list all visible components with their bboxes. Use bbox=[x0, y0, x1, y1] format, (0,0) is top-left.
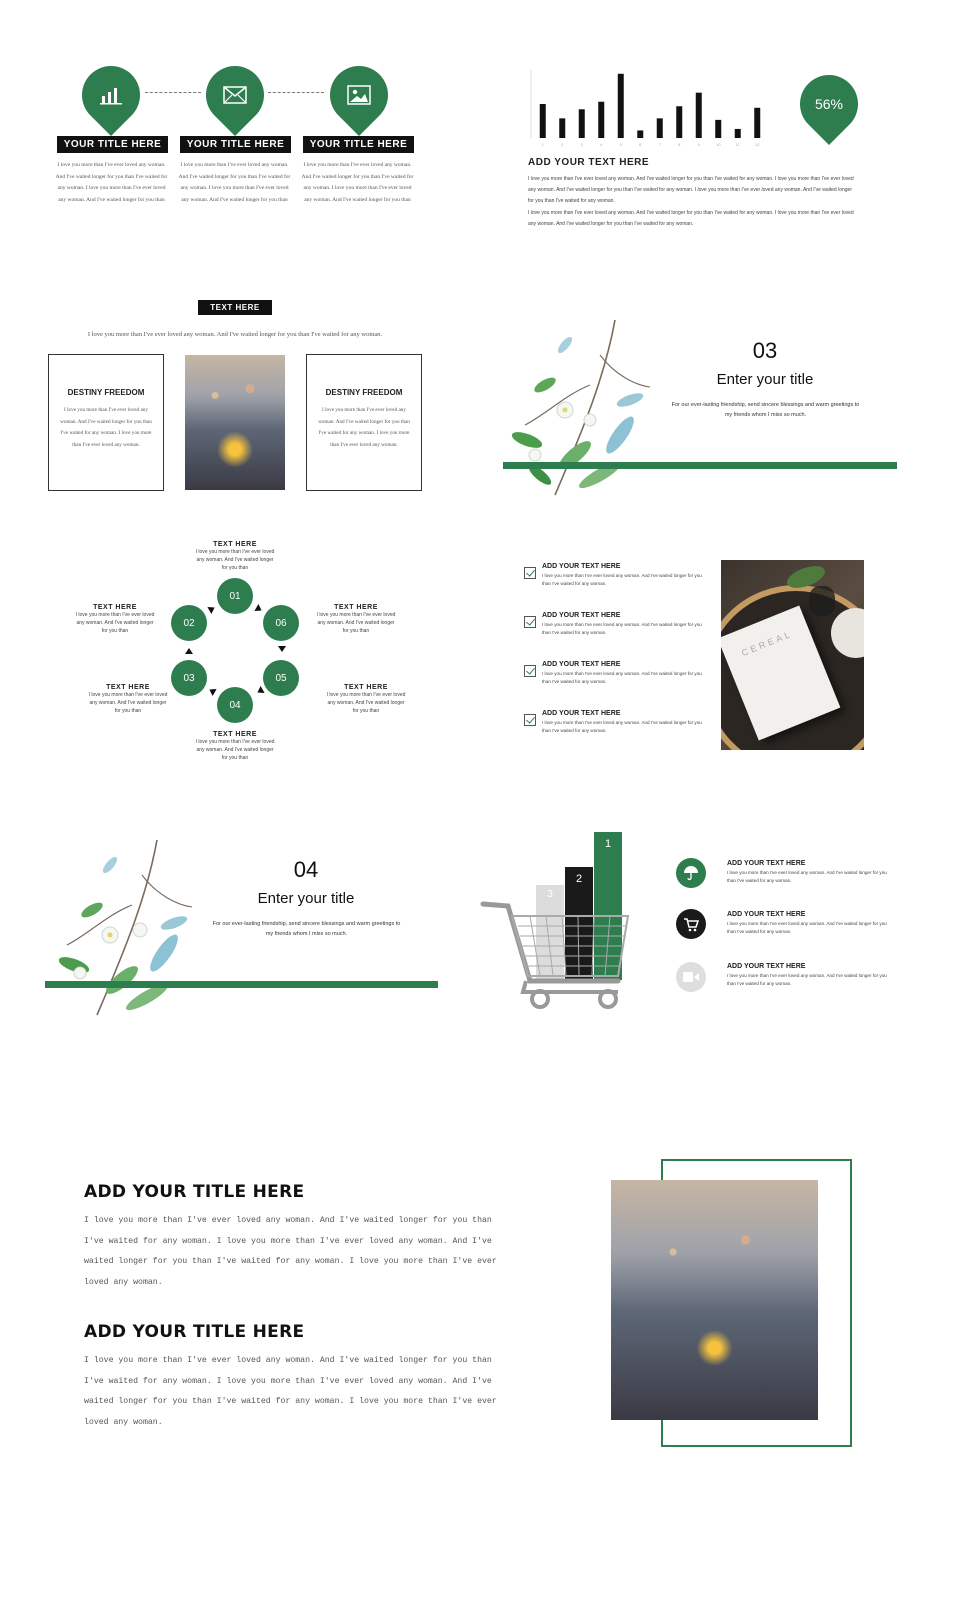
cart-item-3 bbox=[727, 963, 887, 988]
section-04-title: Enter your title bbox=[257, 890, 355, 907]
chart-bar-3 bbox=[579, 109, 585, 138]
checklist-item-2-title: ADD YOUR TEXT HERE bbox=[542, 612, 621, 619]
card-2-title: DESTINY FREEDOM bbox=[325, 388, 403, 397]
cycle-arrow-3 bbox=[255, 686, 264, 696]
chart-bar-6 bbox=[637, 130, 643, 138]
cycle-circle-05: 05 bbox=[263, 660, 299, 696]
checklist-item-3-text: I love you more than I've ever loved any woman. And I've waited longer for you than I've waited for any woman. bbox=[542, 671, 702, 684]
feature-title-2: ADD YOUR TITLE HERE bbox=[84, 1322, 305, 1342]
chart-bar-7 bbox=[657, 118, 663, 138]
chart-bar-9 bbox=[696, 93, 702, 138]
jar bbox=[809, 586, 835, 616]
cart-bar-2-label: 2 bbox=[575, 873, 583, 885]
chart-tick-label: 7 bbox=[658, 142, 661, 147]
check-icon bbox=[524, 665, 536, 677]
chart-bar-11 bbox=[735, 129, 741, 138]
cycle-label-left-top-text: I love you more than I've ever loved any woman. And I've waited longer for you than bbox=[75, 612, 155, 634]
chart-tick-label: 8 bbox=[678, 142, 681, 147]
card-1-text: I love you more than I've ever loved any woman. And I've waited longer for you than I've waited for any woman. I love you more than I've ever loved any woman. bbox=[60, 407, 152, 448]
chart-tick-label: 9 bbox=[697, 142, 700, 147]
cycle-label-top-title: TEXT HERE bbox=[213, 541, 257, 548]
video-icon bbox=[683, 971, 699, 983]
book-photo bbox=[721, 560, 864, 750]
chart-tick-label: 11 bbox=[735, 142, 740, 147]
cart-item-3-title: ADD YOUR TEXT HERE bbox=[727, 963, 806, 970]
step-3-pin bbox=[318, 54, 400, 136]
percent-pin bbox=[788, 63, 870, 145]
cycle-circle-06: 06 bbox=[263, 605, 299, 641]
checklist-item-2-text: I love you more than I've ever loved any woman. And I've waited longer for you than I've waited for any woman. bbox=[542, 622, 702, 635]
chart-bar-5 bbox=[618, 74, 624, 138]
card-2 bbox=[306, 354, 422, 491]
checklist-item-4-text: I love you more than I've ever loved any woman. And I've waited longer for you than I've waited for any woman. bbox=[542, 720, 702, 733]
section-04-text: For our ever-lasting friendship, send sincere blessings and warm greetings to my friends whom I miss so much. bbox=[212, 921, 401, 937]
cart-item-1-text: I love you more than I've ever loved any woman. And I've waited longer for you than I've waited for any woman. bbox=[727, 870, 887, 883]
mail-icon bbox=[223, 86, 247, 104]
cycle-label-top-text: I love you more than I've ever loved any woman. And I've waited longer for you than bbox=[195, 549, 275, 571]
check-icon bbox=[524, 714, 536, 726]
cycle-label-left-top bbox=[75, 604, 155, 635]
cart-item-1-title: ADD YOUR TEXT HERE bbox=[727, 860, 806, 867]
cart-icon-circle bbox=[676, 909, 706, 939]
cycle-label-bottom-text: I love you more than I've ever loved any woman. And I've waited longer for you than bbox=[195, 739, 275, 761]
cycle-circle-04: 04 bbox=[217, 687, 253, 723]
check-icon bbox=[524, 567, 536, 579]
checklist-item-1-title: ADD YOUR TEXT HERE bbox=[542, 563, 621, 570]
cycle-label-left-bottom bbox=[88, 684, 168, 715]
bar-chart-icon bbox=[100, 85, 122, 105]
chart-tick-label: 4 bbox=[600, 142, 603, 147]
chart-tick-label: 3 bbox=[580, 142, 583, 147]
card-1-title: DESTINY FREEDOM bbox=[67, 388, 145, 397]
video-icon-circle bbox=[676, 962, 706, 992]
cycle-circle-02: 02 bbox=[171, 605, 207, 641]
chart-bar-4 bbox=[598, 102, 604, 138]
section-03-number: 03 bbox=[752, 338, 778, 363]
step-3-title: YOUR TITLE HERE bbox=[303, 136, 414, 153]
floral-illustration bbox=[505, 315, 655, 500]
shopping-cart-icon bbox=[478, 896, 638, 1011]
cycle-arrow-5 bbox=[185, 648, 193, 654]
cycle-label-bottom bbox=[195, 731, 275, 762]
cart-bar-3-label: 3 bbox=[547, 889, 553, 900]
floral-illustration bbox=[52, 835, 202, 1020]
chart-bar-8 bbox=[676, 106, 682, 138]
cart-bar-1-label: 1 bbox=[604, 838, 612, 850]
umbrella-icon-circle bbox=[676, 858, 706, 888]
feature-title-1: ADD YOUR TITLE HERE bbox=[84, 1182, 305, 1202]
chart-tick-label: 2 bbox=[561, 142, 564, 147]
checklist-item-2 bbox=[542, 612, 702, 637]
checklist-item-4-title: ADD YOUR TEXT HERE bbox=[542, 710, 621, 717]
percent-value: 56% bbox=[814, 96, 844, 112]
section-04-number: 04 bbox=[293, 857, 319, 882]
city-photo-small bbox=[185, 355, 285, 490]
image-icon bbox=[347, 85, 371, 105]
step-1-title: YOUR TITLE HERE bbox=[57, 136, 168, 153]
step-3-text: I love you more than I've ever loved any woman. And I've waited longer for you than I've waited for any woman. I love you more than I've ever loved any woman. And I've waited longer for you than bbox=[301, 162, 414, 203]
connector-1 bbox=[145, 92, 201, 93]
bar-chart bbox=[525, 66, 775, 150]
chart-tick-label: 6 bbox=[639, 142, 642, 147]
checklist-item-1-text: I love you more than I've ever loved any woman. And I've waited longer for you than I've waited for any woman. bbox=[542, 573, 702, 586]
section-03-line bbox=[503, 462, 897, 469]
cycle-circle-01: 01 bbox=[217, 578, 253, 614]
umbrella-icon bbox=[683, 865, 699, 881]
chart-bar-10 bbox=[715, 120, 721, 138]
cycle-label-bottom-title: TEXT HERE bbox=[213, 731, 257, 738]
step-2-title: YOUR TITLE HERE bbox=[180, 136, 291, 153]
connector-2 bbox=[268, 92, 324, 93]
cycle-label-left-bottom-text: I love you more than I've ever loved any woman. And I've waited longer for you than bbox=[88, 692, 168, 714]
section-03-text: For our ever-lasting friendship, send sincere blessings and warm greetings to my friends whom I miss so much. bbox=[671, 402, 860, 418]
step-2-text: I love you more than I've ever loved any woman. And I've waited longer for you than I've waited for any woman. I love you more than I've ever loved any woman. And I've waited longer for you than bbox=[178, 162, 291, 203]
slide2-paragraph-2: I love you more than I've ever loved any woman. And I've waited longer for you than I've waited for any woman. I love you more than I've ever loved any woman. And I've waited longer for you than I've waited for any woman. bbox=[528, 210, 854, 227]
checklist-item-1 bbox=[542, 563, 702, 588]
slide3-badge: TEXT HERE bbox=[198, 300, 272, 315]
chart-bar-1 bbox=[540, 104, 546, 138]
cart-item-1 bbox=[727, 860, 887, 885]
cycle-label-right-top bbox=[316, 604, 396, 635]
cycle-arrow-2 bbox=[278, 646, 286, 652]
cycle-circle-03: 03 bbox=[171, 660, 207, 696]
cart-icon bbox=[683, 916, 699, 932]
cycle-arrow-6 bbox=[207, 604, 216, 614]
card-2-text: I love you more than I've ever loved any woman. And I've waited longer for you than I've waited for any woman. I love you more than I've ever loved any woman. bbox=[318, 407, 410, 448]
cart-item-2-title: ADD YOUR TEXT HERE bbox=[727, 911, 806, 918]
feature-text-2: I love you more than I've ever loved any woman. And I've waited longer for you than I've waited for any woman. I love you more than I've ever loved any woman. And I've waited longer for you than I've waited for any woman. I love you more than I've ever loved any woman. bbox=[84, 1356, 497, 1427]
cycle-label-left-bottom-title: TEXT HERE bbox=[106, 684, 150, 691]
checklist-item-4 bbox=[542, 710, 702, 735]
chart-tick-label: 12 bbox=[755, 142, 760, 147]
cycle-label-left-top-title: TEXT HERE bbox=[93, 604, 137, 611]
cycle-label-right-bottom bbox=[326, 684, 406, 715]
chart-bar-2 bbox=[559, 118, 565, 138]
feature-text-1: I love you more than I've ever loved any woman. And I've waited longer for you than I've waited for any woman. I love you more than I've ever loved any woman. And I've waited longer for you than I've waited for any woman. I love you more than I've ever loved any woman. bbox=[84, 1216, 497, 1287]
slide3-subtitle: I love you more than I've ever loved any woman. And I've waited longer for you than I've waited for any woman. bbox=[87, 331, 383, 338]
step-1-pin bbox=[70, 54, 152, 136]
cycle-arrow-1 bbox=[254, 604, 263, 614]
slide2-paragraph-1: I love you more than I've ever loved any woman. And I've waited longer for you than I've waited for any woman. I love you more than I've ever loved any woman. And I've waited longer for you than I've waited for any woman. I love you more than I've ever loved any woman. And I've waited longer for you than I've waited for any woman. bbox=[528, 176, 854, 204]
cart-item-2-text: I love you more than I've ever loved any woman. And I've waited longer for you than I've waited for any woman. bbox=[727, 921, 887, 934]
cycle-arrow-4 bbox=[207, 686, 216, 696]
step-1-text: I love you more than I've ever loved any woman. And I've waited longer for you than I've waited for any woman. I love you more than I've ever loved any woman. And I've waited longer for you than bbox=[55, 162, 168, 203]
cycle-label-top bbox=[195, 541, 275, 572]
step-2-pin bbox=[194, 54, 276, 136]
chart-tick-label: 5 bbox=[619, 142, 622, 147]
section-04-line bbox=[45, 981, 438, 988]
checklist-item-3-title: ADD YOUR TEXT HERE bbox=[542, 661, 621, 668]
chart-tick-label: 1 bbox=[541, 142, 544, 147]
city-photo-large bbox=[611, 1180, 818, 1420]
card-1 bbox=[48, 354, 164, 491]
cycle-label-right-top-title: TEXT HERE bbox=[334, 604, 378, 611]
slide2-heading: ADD YOUR TEXT HERE bbox=[528, 157, 650, 168]
cycle-label-right-bottom-title: TEXT HERE bbox=[344, 684, 388, 691]
chart-bar-12 bbox=[754, 108, 760, 138]
checklist-item-3 bbox=[542, 661, 702, 686]
cart-item-2 bbox=[727, 911, 887, 936]
cart-item-3-text: I love you more than I've ever loved any woman. And I've waited longer for you than I've waited for any woman. bbox=[727, 973, 887, 986]
section-03-title: Enter your title bbox=[716, 371, 814, 388]
cycle-label-right-top-text: I love you more than I've ever loved any woman. And I've waited longer for you than bbox=[316, 612, 396, 634]
cycle-label-right-bottom-text: I love you more than I've ever loved any woman. And I've waited longer for you than bbox=[326, 692, 406, 714]
check-icon bbox=[524, 616, 536, 628]
chart-tick-label: 10 bbox=[716, 142, 721, 147]
book-title: CEREAL bbox=[740, 628, 794, 659]
